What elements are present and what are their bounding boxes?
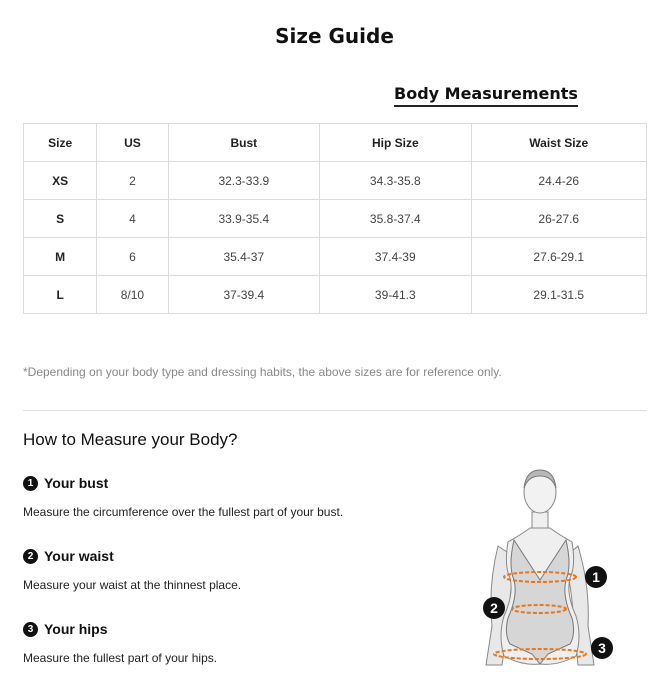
body-measurement-illustration <box>478 466 623 666</box>
table-cell: 39-41.3 <box>320 276 471 314</box>
section-title-body-measurements: Body Measurements <box>394 84 578 107</box>
table-row <box>24 238 647 276</box>
table-row <box>24 276 647 314</box>
table-cell: 34.3-35.8 <box>320 162 471 200</box>
page-title: Size Guide <box>275 24 394 48</box>
marker-hips-number: 3 <box>598 640 606 656</box>
table-cell: 37-39.4 <box>168 276 319 314</box>
divider <box>23 410 647 411</box>
step-title: Your hips <box>44 621 108 637</box>
table-cell: 37.4-39 <box>320 238 471 276</box>
table-row <box>24 162 647 200</box>
table-cell: 35.8-37.4 <box>320 200 471 238</box>
table-cell: 26-27.6 <box>471 200 646 238</box>
table-cell: 2 <box>97 162 168 200</box>
table-cell: 4 <box>97 200 168 238</box>
reference-note: *Depending on your body type and dressing habits, the above sizes are for reference only. <box>23 365 502 379</box>
table-cell: 27.6-29.1 <box>471 238 646 276</box>
step-description: Measure the circumference over the fullest part of your bust. <box>23 505 344 519</box>
marker-bust-number: 1 <box>592 569 600 585</box>
table-cell: 33.9-35.4 <box>168 200 319 238</box>
table-cell: 35.4-37 <box>168 238 319 276</box>
column-header: Size <box>24 124 97 162</box>
table-cell: 32.3-33.9 <box>168 162 319 200</box>
step-description: Measure your waist at the thinnest place. <box>23 578 242 592</box>
column-header: Bust <box>168 124 319 162</box>
howto-title: How to Measure your Body? <box>23 430 238 449</box>
table-cell-size: XS <box>24 162 97 200</box>
step-number-badge: 1 <box>23 476 38 491</box>
table-cell: 8/10 <box>97 276 168 314</box>
column-header: Hip Size <box>320 124 471 162</box>
column-header: Waist Size <box>471 124 646 162</box>
table-cell-size: L <box>24 276 97 314</box>
table-cell-size: M <box>24 238 97 276</box>
table-cell: 6 <box>97 238 168 276</box>
neck <box>532 512 548 528</box>
step-heading <box>23 548 241 564</box>
step-bust <box>23 475 343 519</box>
step-heading <box>23 475 343 491</box>
step-title: Your waist <box>44 548 114 564</box>
step-title: Your bust <box>44 475 109 491</box>
table-cell: 24.4-26 <box>471 162 646 200</box>
table-cell-size: S <box>24 200 97 238</box>
table-cell: 29.1-31.5 <box>471 276 646 314</box>
table-header-row <box>24 124 647 162</box>
step-number-badge: 2 <box>23 549 38 564</box>
step-waist <box>23 548 241 592</box>
size-table <box>23 123 647 314</box>
marker-waist-number: 2 <box>490 600 498 616</box>
step-hips <box>23 621 217 665</box>
table-row <box>24 200 647 238</box>
step-description: Measure the fullest part of your hips. <box>23 651 218 665</box>
step-heading <box>23 621 217 637</box>
step-number-badge: 3 <box>23 622 38 637</box>
column-header: US <box>97 124 168 162</box>
